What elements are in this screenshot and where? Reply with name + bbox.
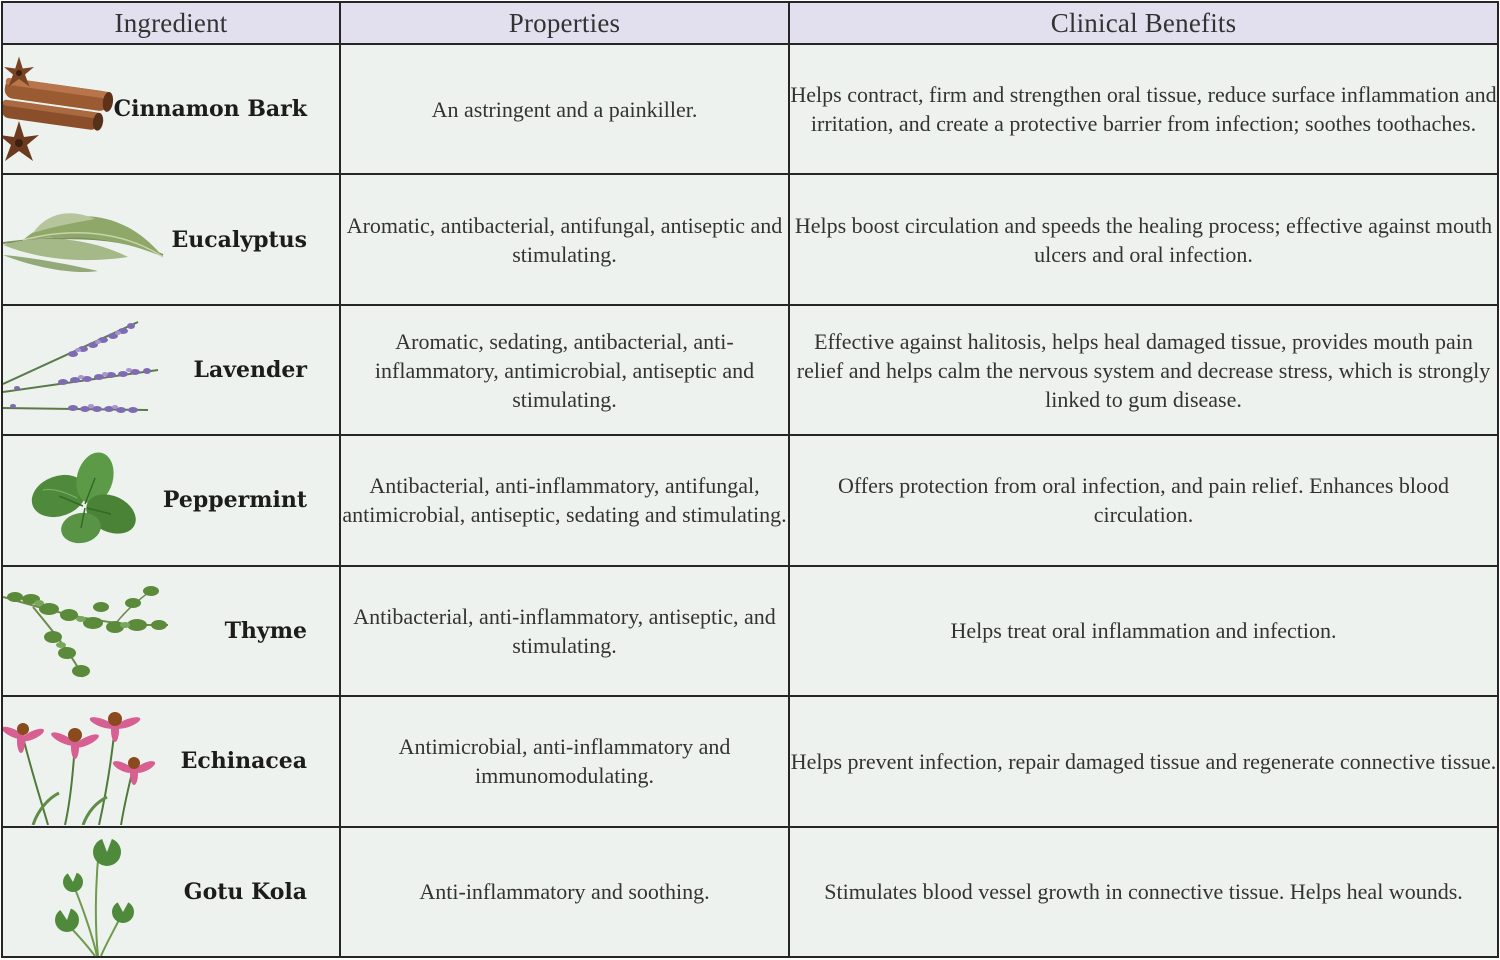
ingredient-cell (2, 435, 340, 565)
table-row (2, 44, 1498, 174)
ingredient-name: Eucalyptus (171, 226, 307, 253)
properties-cell: Antimicrobial, anti-inflammatory and immunomodulating. (340, 696, 789, 826)
ingredient-name: Cinnamon Bark (113, 96, 307, 123)
ingredient-cell (2, 696, 340, 826)
benefits-cell: Effective against halitosis, helps heal damaged tissue, provides mouth pain relief and helps calm the nervous system and decrease stress, which is strongly linked to gum disease. (789, 305, 1498, 435)
benefits-cell: Offers protection from oral infection, and pain relief. Enhances blood circulation. (789, 435, 1498, 565)
table-row (2, 305, 1498, 435)
ingredient-cell (2, 827, 340, 957)
lavender-image (3, 306, 178, 434)
ingredient-cell (2, 305, 340, 435)
table-row (2, 566, 1498, 696)
eucalyptus-image (3, 175, 178, 303)
properties-cell: Antibacterial, anti-inflammatory, antifungal, antimicrobial, antiseptic, sedating and stimulating. (340, 435, 789, 565)
ingredient-name: Echinacea (180, 748, 307, 775)
benefits-cell: Stimulates blood vessel growth in connective tissue. Helps heal wounds. (789, 827, 1498, 957)
benefits-cell: Helps treat oral inflammation and infection. (789, 566, 1498, 696)
properties-cell: Antibacterial, anti-inflammatory, antiseptic, and stimulating. (340, 566, 789, 696)
header-properties: Properties (340, 2, 789, 44)
benefits-cell: Helps boost circulation and speeds the healing process; effective against mouth ulcers and oral infection. (789, 174, 1498, 304)
benefits-cell: Helps contract, firm and strengthen oral tissue, reduce surface inflammation and irritation, and create a protective barrier from infection; soothes toothaches. (789, 44, 1498, 174)
ingredient-name: Thyme (224, 617, 307, 644)
properties-cell: Aromatic, antibacterial, antifungal, antiseptic and stimulating. (340, 174, 789, 304)
properties-cell: Aromatic, sedating, antibacterial, anti-inflammatory, antimicrobial, antiseptic and stimulating. (340, 305, 789, 435)
table-row (2, 435, 1498, 565)
table-row (2, 827, 1498, 957)
table-row (2, 696, 1498, 826)
table-row (2, 174, 1498, 304)
ingredients-table (1, 1, 1499, 958)
table-header-row (2, 2, 1498, 44)
ingredient-name: Gotu Kola (183, 878, 307, 905)
ingredient-cell (2, 566, 340, 696)
peppermint-image (3, 436, 178, 564)
properties-cell: An astringent and a painkiller. (340, 44, 789, 174)
benefits-cell: Helps prevent infection, repair damaged tissue and regenerate connective tissue. (789, 696, 1498, 826)
ingredient-name: Lavender (193, 357, 307, 384)
thyme-image (3, 567, 178, 695)
properties-cell: Anti-inflammatory and soothing. (340, 827, 789, 957)
header-clinical-benefits: Clinical Benefits (789, 2, 1498, 44)
echinacea-image (3, 697, 178, 825)
ingredient-cell (2, 174, 340, 304)
header-ingredient: Ingredient (2, 2, 340, 44)
gotu-kola-image (3, 828, 178, 956)
ingredient-cell (2, 44, 340, 174)
ingredient-name: Peppermint (162, 487, 307, 514)
